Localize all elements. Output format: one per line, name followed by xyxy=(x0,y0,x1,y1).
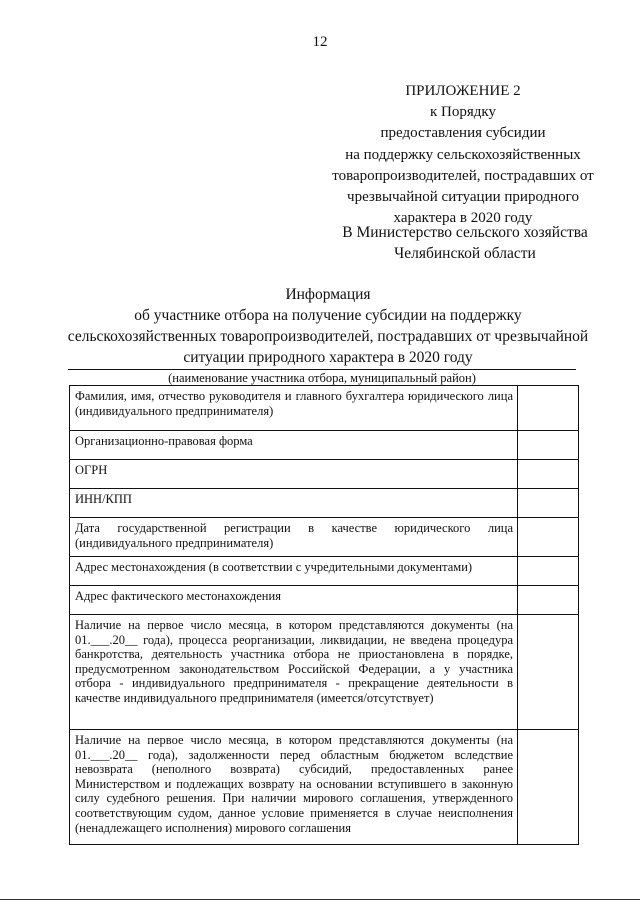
row-value-cell[interactable] xyxy=(518,730,579,845)
row-label-text: Дата государственной регистрации в качестве юридического лица (индивидуального предпринимателя) xyxy=(75,521,513,550)
row-label xyxy=(70,730,518,845)
table-row xyxy=(70,460,579,489)
appendix-line: к Порядку xyxy=(430,104,496,121)
table-row xyxy=(70,615,579,730)
row-label xyxy=(70,489,518,518)
row-value-cell[interactable] xyxy=(518,518,579,557)
table-row xyxy=(70,557,579,586)
appendix-line: предоставления субсидии xyxy=(380,125,546,142)
row-value-cell[interactable] xyxy=(518,386,579,431)
row-value-cell[interactable] xyxy=(518,557,579,586)
document-title: Информация xyxy=(285,286,371,303)
table-row xyxy=(70,518,579,557)
page-bottom-rule xyxy=(0,899,640,900)
appendix-line: характера в 2020 году xyxy=(393,210,533,227)
page-number: 12 xyxy=(312,34,328,50)
row-label xyxy=(70,460,518,489)
row-label-text: ОГРН xyxy=(75,463,108,477)
participant-name-line[interactable] xyxy=(68,369,576,370)
info-heading xyxy=(50,284,606,368)
row-label-text: Организационно-правовая форма xyxy=(75,434,253,448)
addressee-block xyxy=(300,222,630,264)
appendix-line: чрезвычайной ситуации природного xyxy=(347,189,579,206)
row-label xyxy=(70,557,518,586)
appendix-title: ПРИЛОЖЕНИЕ 2 xyxy=(405,83,521,99)
addressee-line: Челябинской области xyxy=(394,245,536,262)
row-label xyxy=(70,386,518,431)
row-value-cell[interactable] xyxy=(518,460,579,489)
addressee-line: В Министерство сельского хозяйства xyxy=(342,224,588,241)
row-label xyxy=(70,518,518,557)
table-row xyxy=(70,431,579,460)
row-label xyxy=(70,586,518,615)
row-label-text: Фамилия, имя, отчество руководителя и главного бухгалтера юридического лица (индивидуального предпринимателя) xyxy=(75,389,513,418)
row-label xyxy=(70,431,518,460)
table-row xyxy=(70,730,579,845)
appendix-line: на поддержку сельскохозяйственных xyxy=(345,146,581,163)
row-label-text: ИНН/КПП xyxy=(75,492,132,506)
row-value-cell[interactable] xyxy=(518,615,579,730)
document-subtitle-line: об участнике отбора на получение субсидии на поддержку xyxy=(134,307,522,324)
appendix-header xyxy=(292,81,634,229)
participant-info-table xyxy=(69,385,579,845)
table-row xyxy=(70,586,579,615)
row-label xyxy=(70,615,518,730)
row-label-text: Наличие на первое число месяца, в котором представляются документы (на 01.___.20__ года), процесса реорганизации, ликвидации, не введена процедура банкротства, деятельность участника отбора не приостановлена в порядке, предусмотренном законодательством Российской Федерации, а у участника отбора - индивидуального предпринимателя - прекращение деятельности в качестве индивидуального предпринимателя (имеется/отсутствует) xyxy=(75,618,513,705)
row-value-cell[interactable] xyxy=(518,489,579,518)
document-subtitle-line: ситуации природного характера в 2020 году xyxy=(183,349,473,366)
row-value-cell[interactable] xyxy=(518,431,579,460)
row-label-text: Адрес местонахождения (в соответствии с учредительными документами) xyxy=(75,560,473,574)
table-row xyxy=(70,489,579,518)
document-subtitle-line: сельскохозяйственных товаропроизводителей, пострадавших от чрезвычайной xyxy=(67,328,589,345)
table-row xyxy=(70,386,579,431)
appendix-line: товаропроизводителей, пострадавших от xyxy=(332,167,594,184)
row-value-cell[interactable] xyxy=(518,586,579,615)
participant-name-caption: (наименование участника отбора, муниципальный район) xyxy=(168,371,476,385)
row-label-text: Адрес фактического местонахождения xyxy=(75,589,281,603)
row-label-text: Наличие на первое число месяца, в котором представляются документы (на 01.___.20__ года), задолженности перед областным бюджетом вследствие невозврата (неполного возврата) субсидий, предоставленных ранее Министерством и подлежащих возврату на основании вступившего в законную силу судебного решения. При наличии мирового соглашения, утвержденного соответствующим судом, данное условие применяется в случае неисполнения (ненадлежащего исполнения) мирового соглашения xyxy=(75,733,513,835)
